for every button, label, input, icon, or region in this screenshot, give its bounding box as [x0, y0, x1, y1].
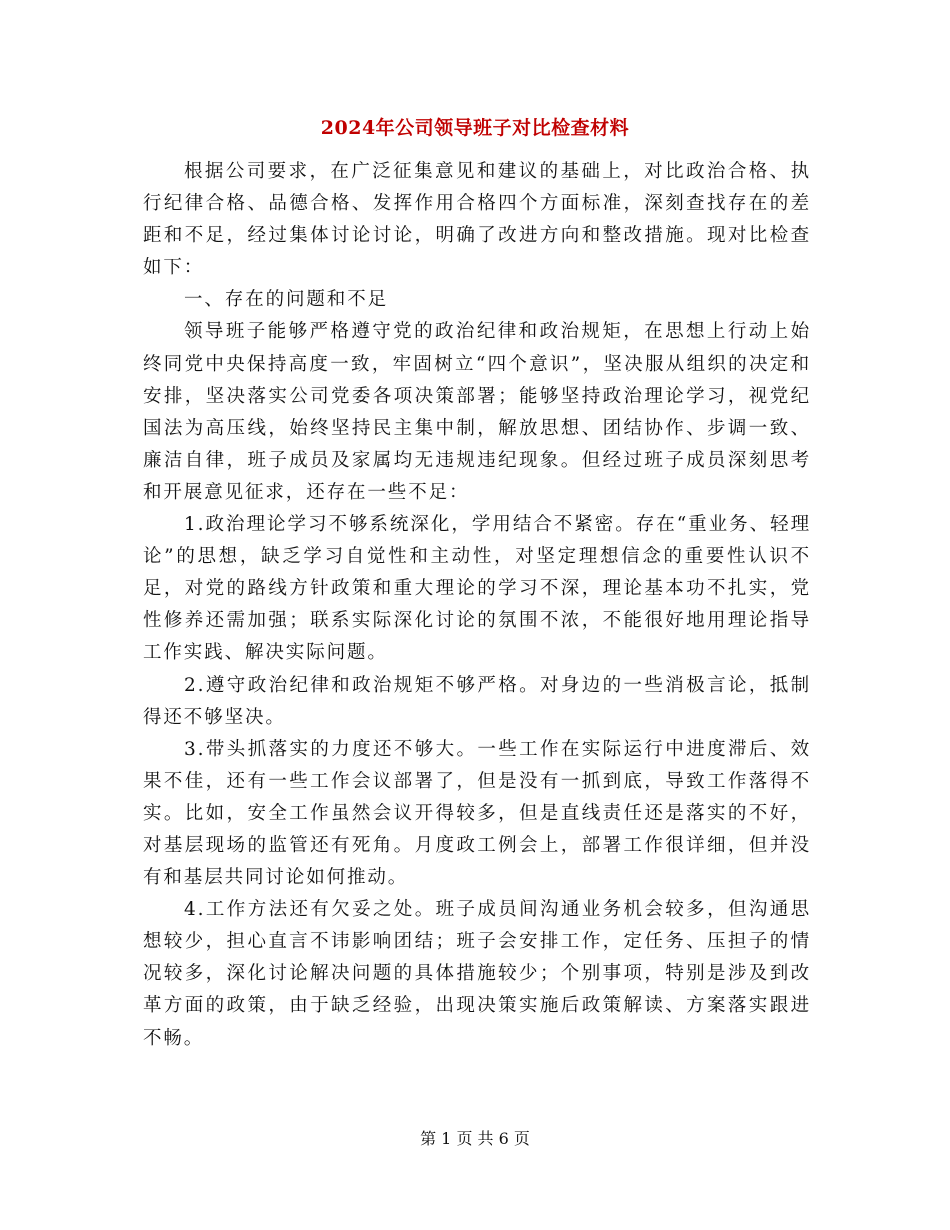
paragraph-item-1: 1.政治理论学习不够系统深化，学用结合不紧密。存在“重业务、轻理论”的思想，缺乏学习自觉性和主动性，对坚定理想信念的重要性认识不足，对党的路线方针政策和重大理论的学习不深，理论基本功不扎实，党性修养还需加强；联系实际深化讨论的氛围不浓，不能很好地用理论指导工作实践、解决实际问题。 [143, 514, 811, 664]
paragraph-item-2: 2.遵守政治纪律和政治规矩不够严格。对身边的一些消极言论，抵制得还不够坚决。 [143, 674, 811, 728]
document-title: 2024年公司领导班子对比检查材料 [320, 117, 630, 139]
paragraph-overview: 领导班子能够严格遵守党的政治纪律和政治规矩，在思想上行动上始终同党中央保持高度一致，牢固树立“四个意识”，坚决服从组织的决定和安排，坚决落实公司党委各项决策部署；能够坚持政治理论学习，视党纪国法为高压线，始终坚持民主集中制，解放思想、团结协作、步调一致、廉洁自律，班子成员及家属均无违规违纪现象。但经过班子成员深刻思考和开展意见征求，还存在一些不足： [143, 321, 811, 503]
paragraph-intro: 根据公司要求，在广泛征集意见和建议的基础上，对比政治合格、执行纪律合格、品德合格、发挥作用合格四个方面标准，深刻查找存在的差距和不足，经过集体讨论讨论，明确了改进方向和整改措施。现对比检查如下： [143, 161, 811, 279]
paragraph-item-3: 3.带头抓落实的力度还不够大。一些工作在实际运行中进度滞后、效果不佳，还有一些工作会议部署了，但是没有一抓到底，导致工作落得不实。比如，安全工作虽然会议开得较多，但是直线责任还是落实的不好，对基层现场的监管还有死角。月度政工例会上，部署工作很详细，但并没有和基层共同讨论如何推动。 [143, 738, 811, 889]
page-number-footer: 第 1 页 共 6 页 [420, 1129, 530, 1148]
section-heading-problems: 一、存在的问题和不足 [184, 289, 389, 311]
document-body [143, 156, 811, 1055]
paragraph-item-4: 4.工作方法还有欠妥之处。班子成员间沟通业务机会较多，但沟通思想较少，担心直言不讳影响团结；班子会安排工作，定任务、压担子的情况较多，深化讨论解决问题的具体措施较少；个别事项，特别是涉及到改革方面的政策，由于缺乏经验，出现决策实施后政策解读、方案落实跟进不畅。 [143, 899, 811, 1049]
